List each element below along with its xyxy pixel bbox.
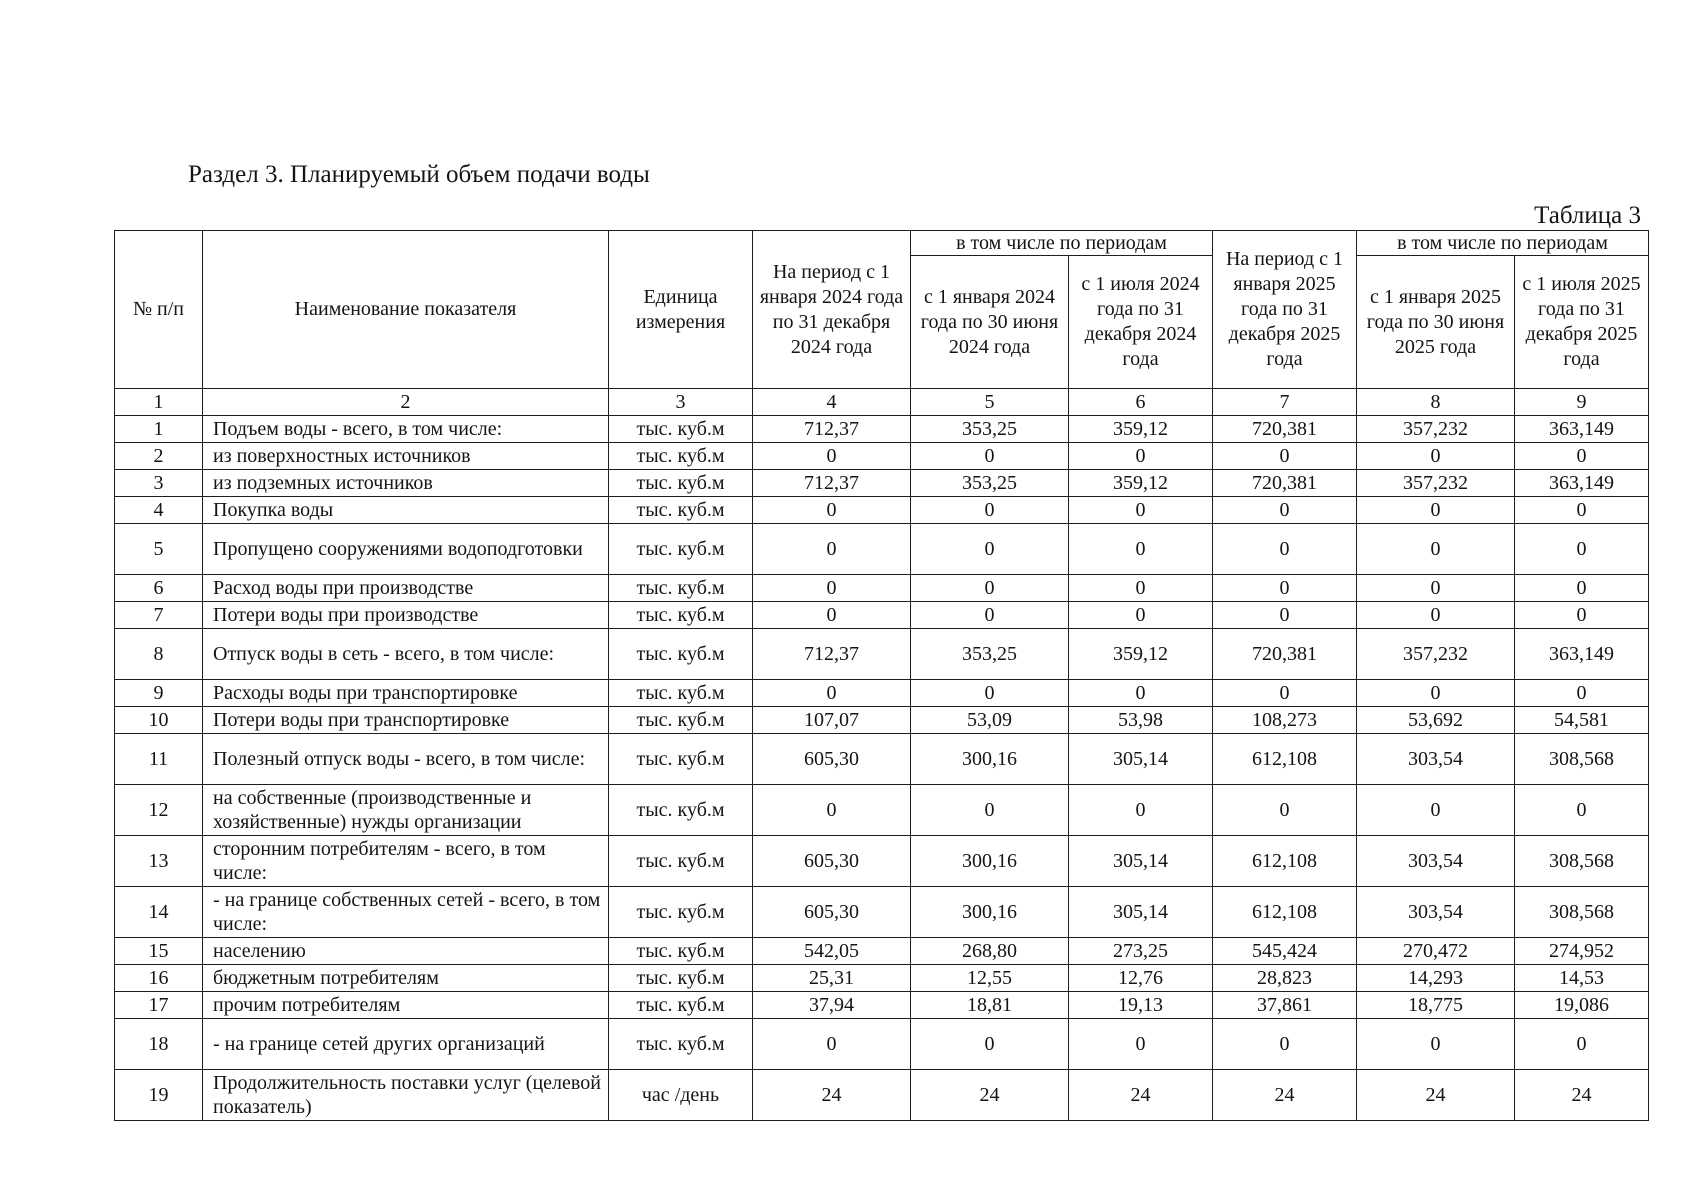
table-label: Таблица 3 [1534,202,1641,229]
value-cell: 605,30 [753,836,911,887]
value-cell: 303,54 [1357,836,1515,887]
unit-cell: тыс. куб.м [609,416,753,443]
column-number: 2 [203,389,609,416]
table-row [115,470,1649,497]
unit-cell: тыс. куб.м [609,497,753,524]
table-row [115,1019,1649,1070]
value-cell: 612,108 [1213,836,1357,887]
value-cell: 303,54 [1357,887,1515,938]
indicator-name: Расходы воды при транспортировке [203,680,609,707]
value-cell: 24 [753,1070,911,1121]
indicator-name: бюджетным потребителям [203,965,609,992]
value-cell: 12,55 [911,965,1069,992]
value-cell: 0 [1069,785,1213,836]
table-row [115,497,1649,524]
value-cell: 353,25 [911,629,1069,680]
value-cell: 0 [1213,680,1357,707]
row-number: 18 [115,1019,203,1070]
header-group-2025: в том числе по периодам [1357,231,1649,256]
value-cell: 612,108 [1213,887,1357,938]
table-row [115,575,1649,602]
table-row [115,443,1649,470]
value-cell: 0 [753,785,911,836]
value-cell: 712,37 [753,470,911,497]
indicator-name: из поверхностных источников [203,443,609,470]
value-cell: 18,81 [911,992,1069,1019]
indicator-name: Потери воды при производстве [203,602,609,629]
column-number: 1 [115,389,203,416]
row-number: 14 [115,887,203,938]
unit-cell: тыс. куб.м [609,734,753,785]
value-cell: 0 [1213,497,1357,524]
header-period-2025: На период с 1 января 2025 года по 31 декабря 2025 года [1213,231,1357,389]
row-number: 5 [115,524,203,575]
indicator-name: - на границе собственных сетей - всего, в том числе: [203,887,609,938]
indicator-name: Потери воды при транспортировке [203,707,609,734]
unit-cell: тыс. куб.м [609,524,753,575]
value-cell: 0 [1213,443,1357,470]
row-number: 8 [115,629,203,680]
row-number: 15 [115,938,203,965]
column-number: 7 [1213,389,1357,416]
value-cell: 0 [911,1019,1069,1070]
unit-cell: тыс. куб.м [609,575,753,602]
value-cell: 0 [753,443,911,470]
value-cell: 25,31 [753,965,911,992]
value-cell: 0 [753,680,911,707]
value-cell: 363,149 [1515,416,1649,443]
table-row [115,1070,1649,1121]
value-cell: 0 [1069,497,1213,524]
value-cell: 0 [1357,680,1515,707]
value-cell: 0 [1357,443,1515,470]
value-cell: 24 [1515,1070,1649,1121]
value-cell: 0 [1357,1019,1515,1070]
value-cell: 0 [1515,602,1649,629]
value-cell: 270,472 [1357,938,1515,965]
column-numbers-row [115,389,1649,416]
value-cell: 0 [1357,497,1515,524]
value-cell: 0 [1213,524,1357,575]
value-cell: 53,692 [1357,707,1515,734]
value-cell: 612,108 [1213,734,1357,785]
value-cell: 0 [911,497,1069,524]
row-number: 16 [115,965,203,992]
value-cell: 0 [1069,524,1213,575]
value-cell: 305,14 [1069,836,1213,887]
table-row [115,416,1649,443]
unit-cell: час /день [609,1070,753,1121]
value-cell: 0 [753,1019,911,1070]
table-row [115,680,1649,707]
value-cell: 268,80 [911,938,1069,965]
row-number: 12 [115,785,203,836]
value-cell: 359,12 [1069,629,1213,680]
table-row [115,524,1649,575]
table-row [115,629,1649,680]
row-number: 2 [115,443,203,470]
value-cell: 0 [1213,1019,1357,1070]
value-cell: 363,149 [1515,629,1649,680]
value-cell: 53,09 [911,707,1069,734]
value-cell: 14,293 [1357,965,1515,992]
value-cell: 720,381 [1213,629,1357,680]
value-cell: 308,568 [1515,734,1649,785]
unit-cell: тыс. куб.м [609,470,753,497]
value-cell: 720,381 [1213,416,1357,443]
indicator-name: Отпуск воды в сеть - всего, в том числе: [203,629,609,680]
indicator-name: Продолжительность поставки услуг (целевой показатель) [203,1070,609,1121]
row-number: 7 [115,602,203,629]
value-cell: 359,12 [1069,470,1213,497]
value-cell: 357,232 [1357,629,1515,680]
row-number: 17 [115,992,203,1019]
indicator-name: Пропущено сооружениями водоподготовки [203,524,609,575]
row-number: 10 [115,707,203,734]
value-cell: 0 [1069,680,1213,707]
column-number: 4 [753,389,911,416]
value-cell: 0 [753,602,911,629]
value-cell: 605,30 [753,887,911,938]
value-cell: 273,25 [1069,938,1213,965]
table-row [115,992,1649,1019]
value-cell: 24 [1213,1070,1357,1121]
value-cell: 37,94 [753,992,911,1019]
header-period-2024: На период с 1 января 2024 года по 31 декабря 2024 года [753,231,911,389]
value-cell: 305,14 [1069,887,1213,938]
value-cell: 545,424 [1213,938,1357,965]
value-cell: 0 [1069,602,1213,629]
header-unit: Единица измерения [609,231,753,389]
value-cell: 0 [1069,443,1213,470]
value-cell: 0 [911,785,1069,836]
value-cell: 300,16 [911,836,1069,887]
indicator-name: сторонним потребителям - всего, в том числе: [203,836,609,887]
header-name: Наименование показателя [203,231,609,389]
unit-cell: тыс. куб.м [609,680,753,707]
unit-cell: тыс. куб.м [609,992,753,1019]
indicator-name: Расход воды при производстве [203,575,609,602]
value-cell: 0 [1515,524,1649,575]
value-cell: 0 [1357,575,1515,602]
value-cell: 0 [1357,785,1515,836]
row-number: 19 [115,1070,203,1121]
unit-cell: тыс. куб.м [609,707,753,734]
value-cell: 0 [911,443,1069,470]
value-cell: 0 [911,575,1069,602]
section-title: Раздел 3. Планируемый объем подачи воды [188,161,650,188]
unit-cell: тыс. куб.м [609,887,753,938]
row-number: 4 [115,497,203,524]
column-number: 9 [1515,389,1649,416]
value-cell: 300,16 [911,734,1069,785]
column-number: 3 [609,389,753,416]
column-number: 6 [1069,389,1213,416]
value-cell: 0 [1515,1019,1649,1070]
value-cell: 28,823 [1213,965,1357,992]
value-cell: 300,16 [911,887,1069,938]
value-cell: 19,13 [1069,992,1213,1019]
value-cell: 0 [1515,575,1649,602]
unit-cell: тыс. куб.м [609,965,753,992]
header-group-2024: в том числе по периодам [911,231,1213,256]
indicator-name: населению [203,938,609,965]
value-cell: 542,05 [753,938,911,965]
row-number: 6 [115,575,203,602]
value-cell: 0 [1515,680,1649,707]
value-cell: 12,76 [1069,965,1213,992]
indicator-name: - на границе сетей других организаций [203,1019,609,1070]
value-cell: 0 [1515,497,1649,524]
water-supply-table [114,230,1649,1121]
column-number: 5 [911,389,1069,416]
value-cell: 353,25 [911,470,1069,497]
value-cell: 0 [1357,524,1515,575]
value-cell: 24 [1357,1070,1515,1121]
value-cell: 353,25 [911,416,1069,443]
value-cell: 0 [1213,785,1357,836]
indicator-name: Полезный отпуск воды - всего, в том числе: [203,734,609,785]
value-cell: 305,14 [1069,734,1213,785]
value-cell: 308,568 [1515,836,1649,887]
indicator-name: Покупка воды [203,497,609,524]
value-cell: 0 [1357,602,1515,629]
value-cell: 108,273 [1213,707,1357,734]
value-cell: 0 [1515,785,1649,836]
table-row [115,734,1649,785]
unit-cell: тыс. куб.м [609,1019,753,1070]
row-number: 9 [115,680,203,707]
value-cell: 0 [1069,1019,1213,1070]
header-h2-2024: с 1 июля 2024 года по 31 декабря 2024 года [1069,256,1213,389]
value-cell: 54,581 [1515,707,1649,734]
value-cell: 0 [1213,575,1357,602]
value-cell: 107,07 [753,707,911,734]
value-cell: 0 [1213,602,1357,629]
value-cell: 0 [911,524,1069,575]
unit-cell: тыс. куб.м [609,602,753,629]
value-cell: 0 [1069,575,1213,602]
value-cell: 37,861 [1213,992,1357,1019]
unit-cell: тыс. куб.м [609,836,753,887]
value-cell: 53,98 [1069,707,1213,734]
value-cell: 308,568 [1515,887,1649,938]
value-cell: 357,232 [1357,416,1515,443]
indicator-name: прочим потребителям [203,992,609,1019]
row-number: 1 [115,416,203,443]
header-h1-2024: с 1 января 2024 года по 30 июня 2024 года [911,256,1069,389]
indicator-name: на собственные (производственные и хозяйственные) нужды организации [203,785,609,836]
value-cell: 0 [1515,443,1649,470]
value-cell: 0 [753,497,911,524]
value-cell: 605,30 [753,734,911,785]
header-h2-2025: с 1 июля 2025 года по 31 декабря 2025 года [1515,256,1649,389]
value-cell: 357,232 [1357,470,1515,497]
value-cell: 0 [911,602,1069,629]
unit-cell: тыс. куб.м [609,938,753,965]
table-row [115,965,1649,992]
indicator-name: Подъем воды - всего, в том числе: [203,416,609,443]
row-number: 11 [115,734,203,785]
unit-cell: тыс. куб.м [609,443,753,470]
value-cell: 19,086 [1515,992,1649,1019]
unit-cell: тыс. куб.м [609,785,753,836]
value-cell: 363,149 [1515,470,1649,497]
value-cell: 0 [753,575,911,602]
value-cell: 24 [911,1070,1069,1121]
value-cell: 359,12 [1069,416,1213,443]
value-cell: 0 [911,680,1069,707]
row-number: 3 [115,470,203,497]
table-row [115,887,1649,938]
value-cell: 720,381 [1213,470,1357,497]
table-row [115,836,1649,887]
table-row [115,785,1649,836]
value-cell: 274,952 [1515,938,1649,965]
value-cell: 24 [1069,1070,1213,1121]
unit-cell: тыс. куб.м [609,629,753,680]
header-num: № п/п [115,231,203,389]
table-row [115,707,1649,734]
table-row [115,602,1649,629]
value-cell: 18,775 [1357,992,1515,1019]
header-h1-2025: с 1 января 2025 года по 30 июня 2025 года [1357,256,1515,389]
value-cell: 712,37 [753,416,911,443]
value-cell: 712,37 [753,629,911,680]
value-cell: 14,53 [1515,965,1649,992]
table-row [115,938,1649,965]
indicator-name: из подземных источников [203,470,609,497]
value-cell: 0 [753,524,911,575]
column-number: 8 [1357,389,1515,416]
value-cell: 303,54 [1357,734,1515,785]
row-number: 13 [115,836,203,887]
